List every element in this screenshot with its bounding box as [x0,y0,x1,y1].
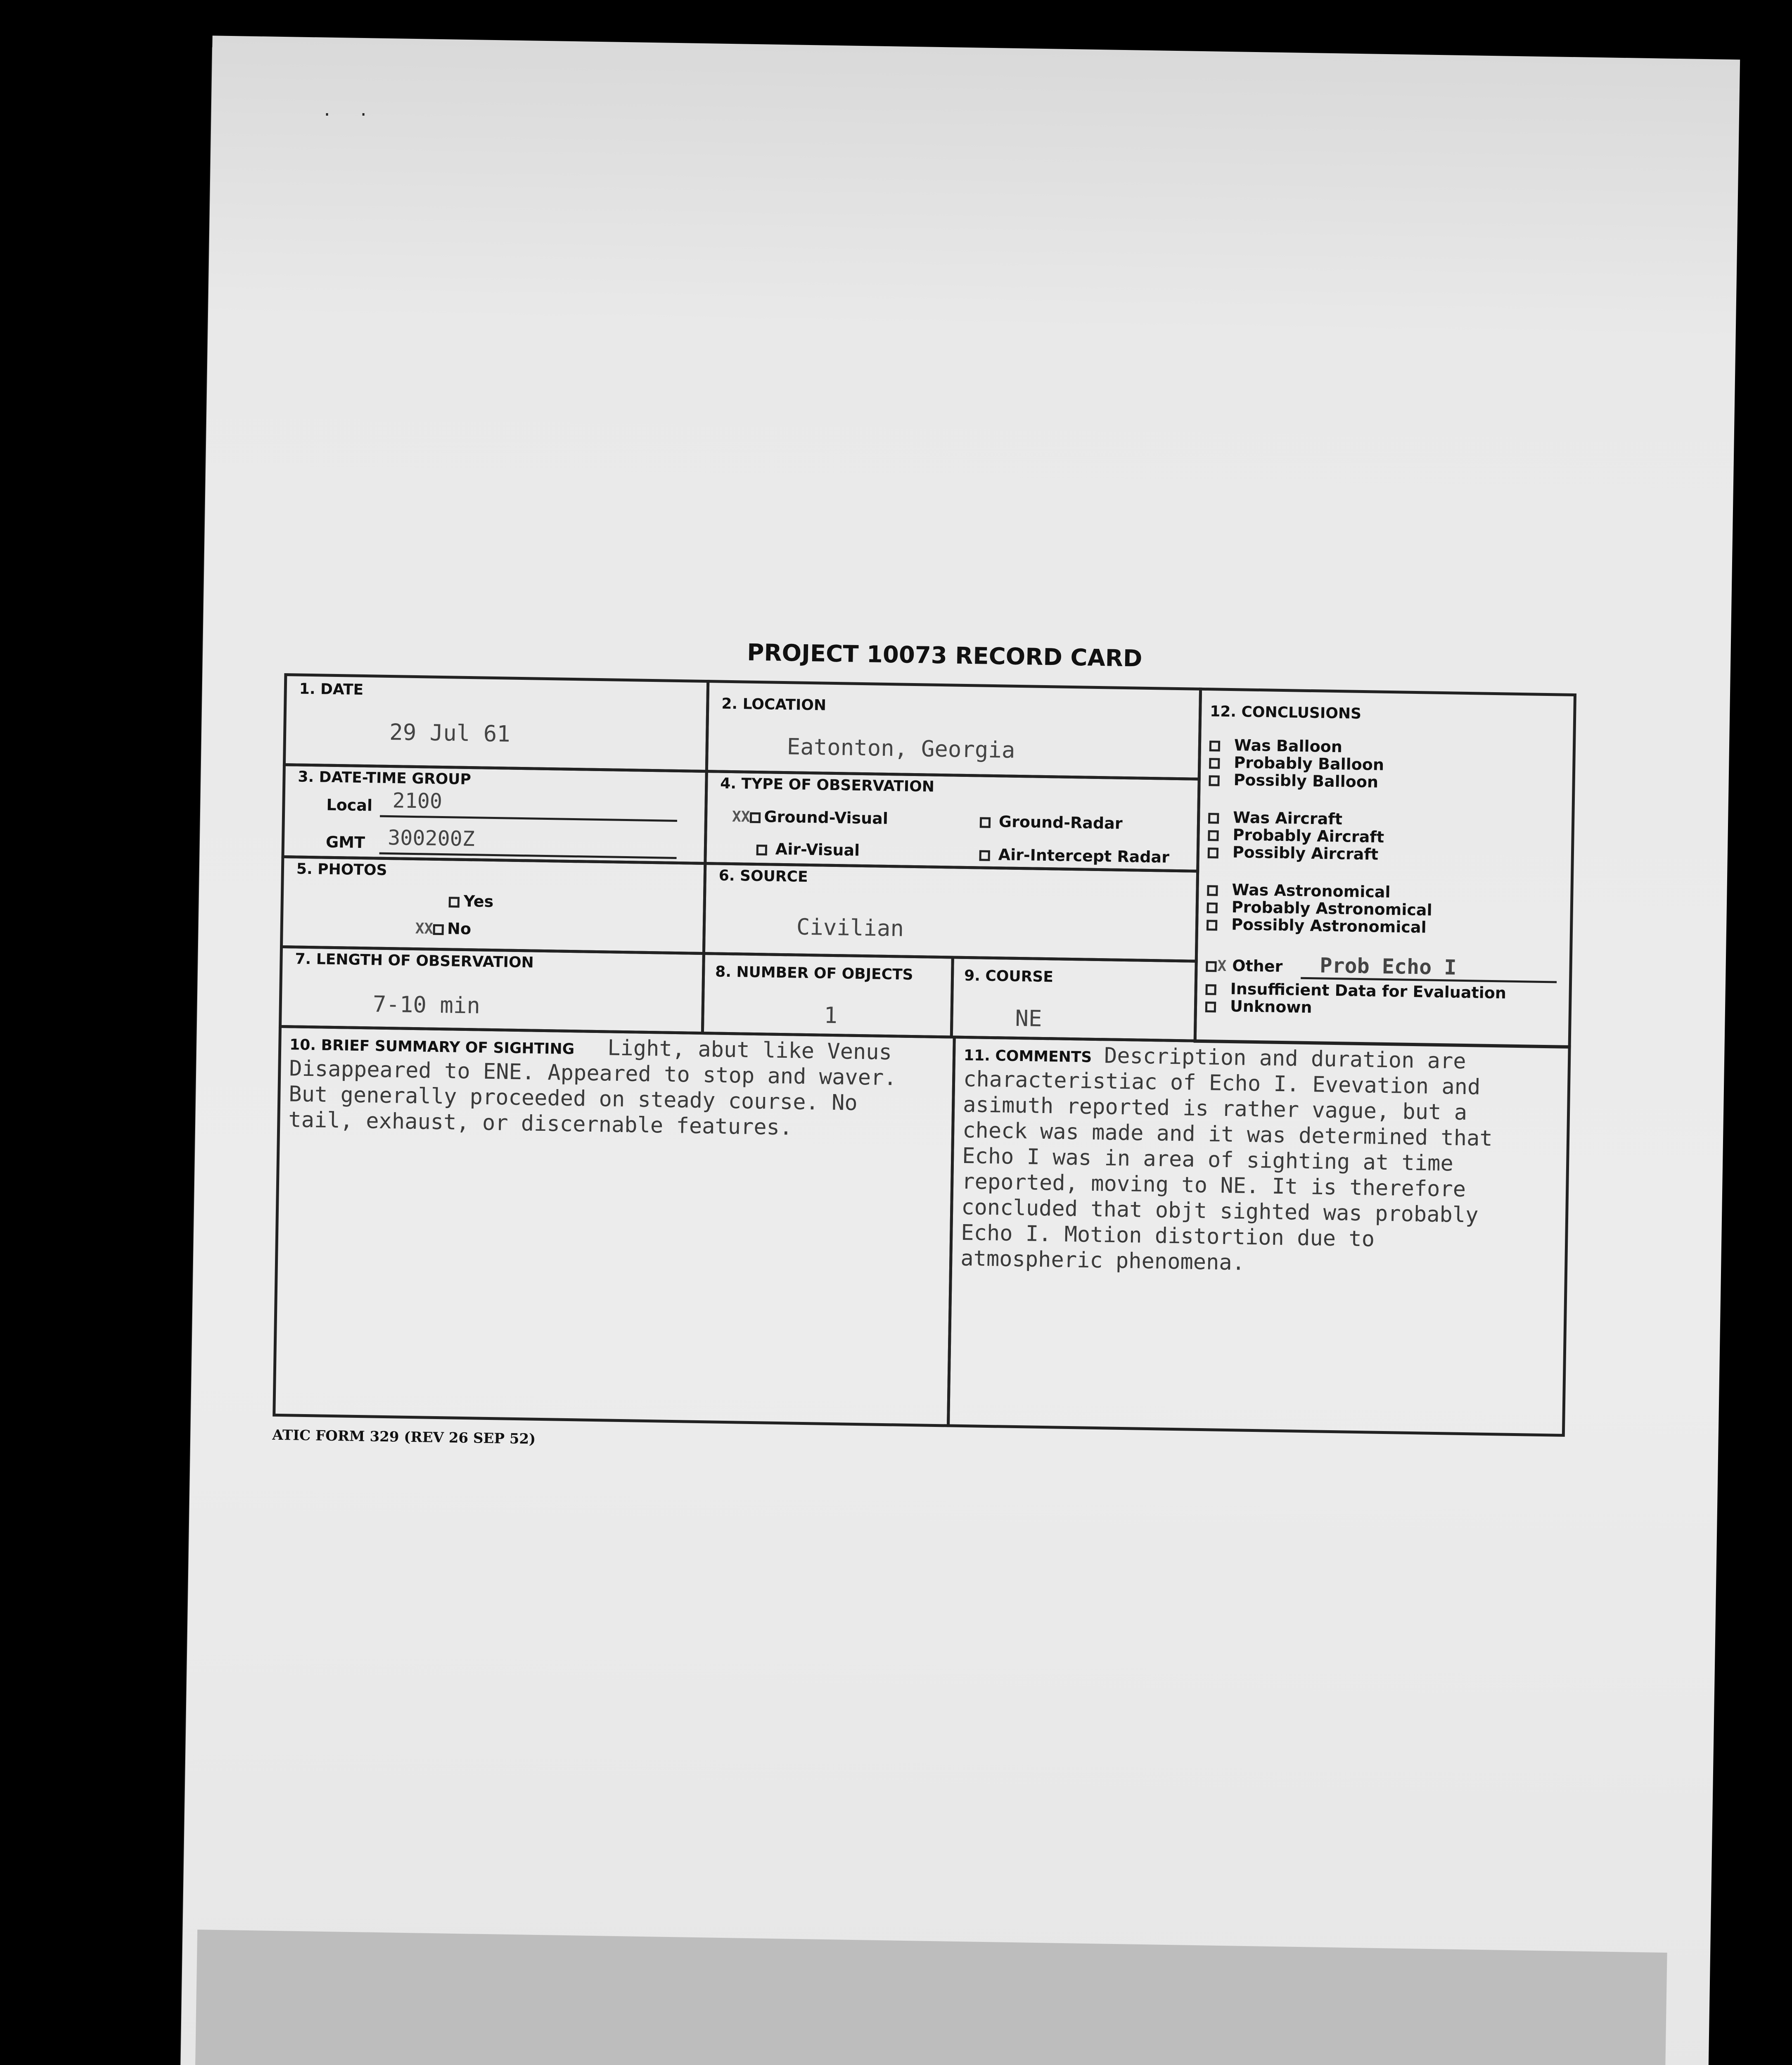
probably-astronomical-checkbox [1207,902,1218,913]
local-time-label: Local [326,795,373,815]
air-intercept-radar-option [979,845,1169,866]
course-value: NE [1015,1005,1043,1032]
unknown-checkbox [1205,1002,1216,1012]
probably-aircraft-text: Probably Aircraft [1233,826,1384,846]
comments-line-2: characteristiac of Echo I. Evevation and [963,1066,1481,1100]
comments-line-1: Description and duration are [1104,1043,1467,1074]
course-cell [950,956,1198,1042]
location-value: Eatonton, Georgia [787,733,1015,763]
probably-balloon-checkbox [1209,758,1220,769]
possibly-astronomical-text: Possibly Astronomical [1231,915,1427,937]
brief-summary-line-4: tail, exhaust, or discernable features. [288,1107,793,1140]
possibly-astronomical-checkbox [1207,920,1217,930]
photos-yes-text: Yes [463,892,494,911]
photos-no-option [415,916,471,942]
conclusion-possibly-aircraft [1208,843,1379,863]
conclusions-cell [1194,688,1576,1049]
comments-line-6: reported, moving to NE. It is therefore [961,1169,1466,1202]
was-astronomical-text: Was Astronomical [1232,881,1391,902]
ground-visual-checkbox [750,812,761,823]
air-visual-checkbox [756,845,767,855]
number-of-objects-cell [701,952,954,1039]
air-visual-text: Air-Visual [775,840,860,859]
gmt-label: GMT [325,833,365,852]
photos-no-checkbox [433,924,444,935]
air-intercept-radar-text: Air-Intercept Radar [998,845,1170,866]
location-label: 2. LOCATION [721,695,827,714]
conclusion-possibly-balloon [1209,771,1378,790]
date-cell [283,673,709,773]
comments-line-3: asimuth reported is rather vague, but a [962,1092,1467,1125]
photos-no-text: No [447,919,472,938]
form-identifier: ATIC FORM 329 (REV 26 SEP 52) [272,1427,536,1448]
ground-radar-text: Ground-Radar [998,812,1123,833]
local-time-value: 2100 [392,788,443,814]
probably-astronomical-text: Probably Astronomical [1231,898,1432,919]
location-cell [705,680,1202,781]
ground-visual-mark: XX [732,808,750,826]
comments-line-8: Echo I. Motion distortion due to [960,1220,1375,1252]
type-of-observation-label: 4. TYPE OF OBSERVATION [720,775,935,795]
length-of-observation-label: 7. LENGTH OF OBSERVATION [295,950,534,971]
was-astronomical-checkbox [1207,885,1218,896]
source-cell [702,862,1199,963]
other-mark: X [1217,957,1227,975]
type-of-observation-cell [704,770,1200,873]
card-title: PROJECT 10073 RECORD CARD [747,639,1143,672]
other-checkbox [1206,961,1216,972]
comments-line-7: concluded that objt sighted was probably [961,1194,1479,1228]
brief-summary-line-3: But generally proceeded on steady course. No [288,1082,858,1116]
course-label: 9. COURSE [964,967,1054,986]
conclusion-possibly-astronomical [1207,915,1427,936]
was-balloon-checkbox [1209,741,1220,751]
air-visual-option [756,840,860,859]
unknown-text: Unknown [1230,997,1312,1017]
conclusion-was-balloon [1209,736,1343,755]
air-intercept-radar-checkbox [979,850,990,861]
brief-summary-line-1: Light, abut like Venus [607,1035,892,1065]
comments-label: 11. COMMENTS [963,1047,1092,1066]
possibly-balloon-text: Possibly Balloon [1233,771,1379,791]
insufficient-data-text: Insufficient Data for Evaluation [1230,980,1507,1002]
ground-visual-text: Ground-Visual [764,807,889,828]
number-of-objects-value: 1 [824,1002,838,1029]
possibly-aircraft-checkbox [1208,847,1218,858]
record-card [272,632,1577,1457]
probably-balloon-text: Probably Balloon [1233,753,1384,774]
photos-yes-checkbox [449,897,460,907]
comments-line-9: atmospheric phenomena. [960,1246,1245,1275]
source-label: 6. SOURCE [718,867,808,885]
date-time-group-cell [281,763,708,865]
number-of-objects-label: 8. NUMBER OF OBJECTS [715,963,913,983]
photos-cell [280,855,706,955]
probably-aircraft-checkbox [1208,830,1218,841]
conclusion-unknown [1205,997,1312,1016]
date-value: 29 Jul 61 [389,719,511,747]
conclusions-label: 12. CONCLUSIONS [1209,703,1362,722]
date-label: 1. DATE [299,680,364,699]
local-time-rule [380,815,677,822]
comments-cell [947,1036,1571,1437]
ground-radar-option [980,812,1123,832]
comments-line-5: Echo I was in area of sighting at time [962,1143,1454,1176]
photos-label: 5. PHOTOS [296,860,387,879]
brief-summary-label: 10. BRIEF SUMMARY OF SIGHTING [289,1036,575,1058]
punch-marks: · · [322,105,377,124]
insufficient-data-checkbox [1205,984,1216,995]
photos-yes-option [448,892,493,911]
brief-summary-cell [273,1025,956,1427]
was-aircraft-checkbox [1208,813,1219,824]
other-value: Prob Echo I [1319,953,1457,980]
source-value: Civilian [796,914,904,942]
photos-no-mark: XX [415,920,434,938]
date-time-group-label: 3. DATE-TIME GROUP [298,768,472,788]
length-of-observation-value: 7-10 min [372,991,481,1019]
ground-radar-checkbox [980,817,991,828]
possibly-aircraft-text: Possibly Aircraft [1232,843,1379,864]
ground-visual-option [732,804,889,832]
length-of-observation-cell [279,945,705,1035]
other-text: Other [1232,957,1283,976]
possibly-balloon-checkbox [1209,775,1219,786]
comments-line-4: check was made and it was determined that [962,1118,1493,1151]
paper-lower-band [191,1930,1667,2065]
conclusion-was-aircraft [1208,808,1342,828]
was-aircraft-text: Was Aircraft [1233,808,1343,828]
gmt-value: 300200Z [387,825,475,851]
brief-summary-line-2: Disappeared to ENE. Appeared to stop and waver. [289,1056,897,1091]
was-balloon-text: Was Balloon [1234,736,1343,756]
